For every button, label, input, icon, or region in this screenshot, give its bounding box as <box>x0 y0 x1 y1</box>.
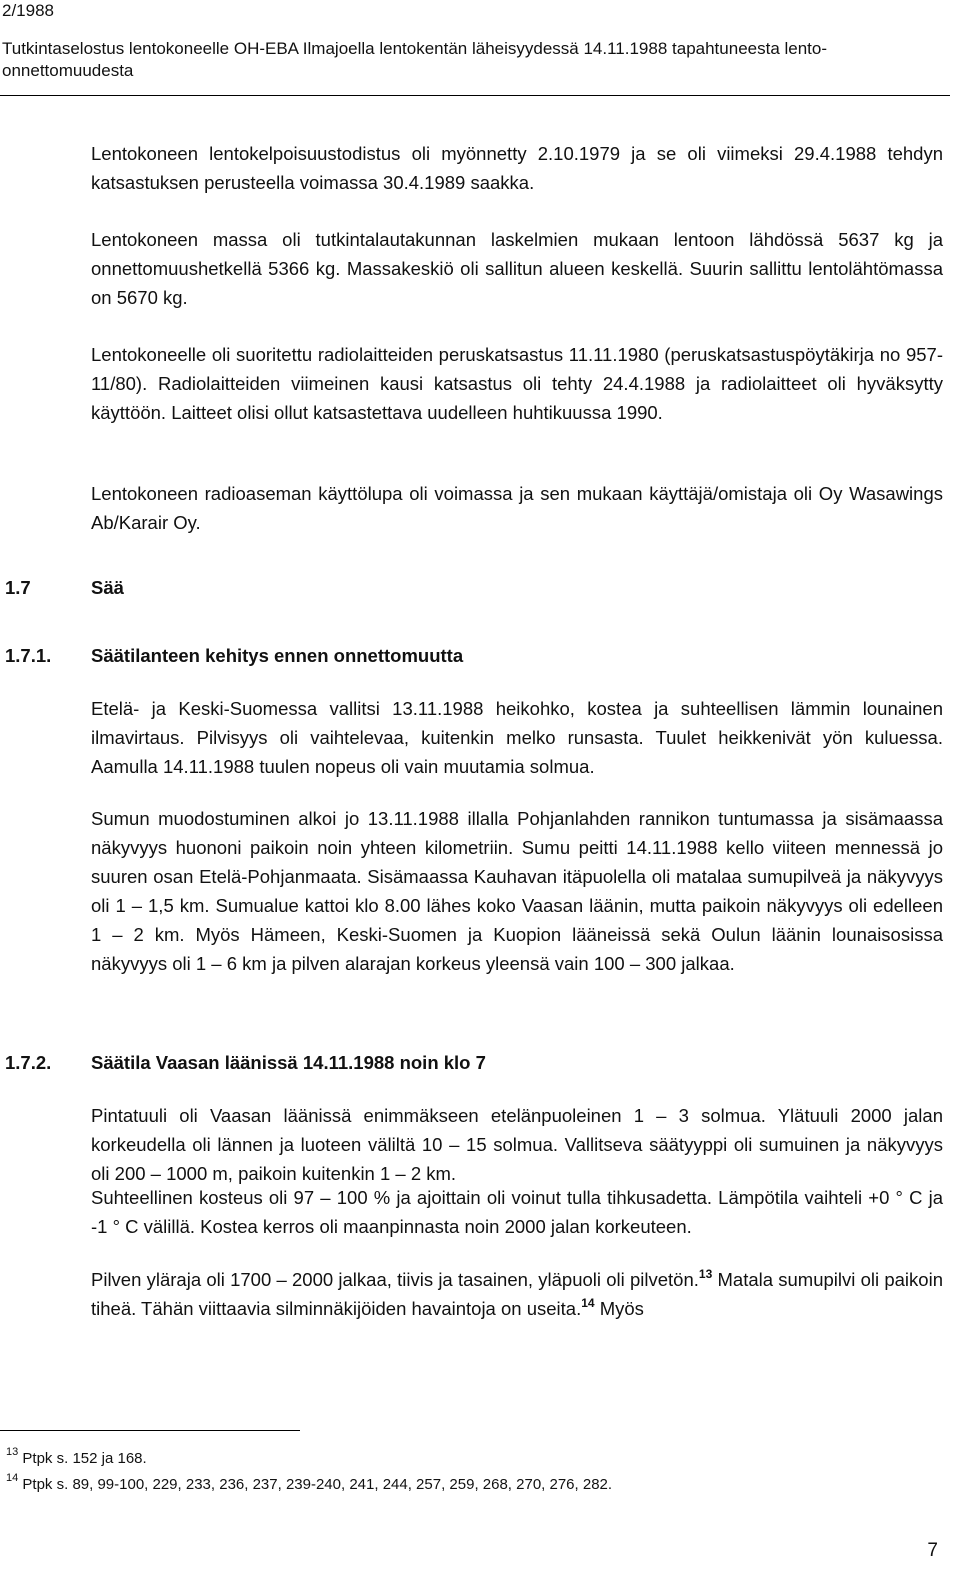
section-title: Sää <box>91 577 124 598</box>
paragraph-cloud-top <box>91 1265 943 1323</box>
paragraph-fog-formation: Sumun muodostuminen alkoi jo 13.11.1988 illalla Pohjanlahden rannikon tuntumassa ja sisämaassa näkyvyys huononi paikoin noin yhteen kilometriin. Sumu peitti 14.11.1988 kello viiteen mennessä jo suuren osan Etelä-Pohjanmaata. Sisämaassa Kauhavan itäpuolella oli matalaa sumupilveä ja näkyvyys oli 1 – 1,5 km. Sumualue kattoi klo 8.00 lähes koko Vaasan läänin, mutta paikoin näkyvyys oli edelleen 1 – 2 km. Myös Hämeen, Keski-Suomen ja Kuopion lääneissä sekä Oulun läänin lounaisosissa näkyvyys oli 1 – 6 km ja pilven alarajan korkeus yleensä vain 100 – 300 jalkaa. <box>91 808 943 974</box>
footnote-reference: 13 <box>698 1266 713 1281</box>
footnote-text: Ptpk s. 89, 99-100, 229, 233, 236, 237, 239-240, 241, 244, 257, 259, 268, 270, 276, 282. <box>22 1476 613 1493</box>
section-number: 1.7.1. <box>5 645 52 666</box>
footnote-marker: 13 <box>6 1446 19 1458</box>
section-number: 1.7.2. <box>5 1052 52 1073</box>
footnote-13 <box>6 1448 147 1470</box>
paragraph-airflow: Etelä- ja Keski-Suomessa vallitsi 13.11.1988 heikohko, kostea ja suhteellisen lämmin lounainen ilmavirtaus. Pilvisyys oli vaihtelevaa, kuitenkin melko runsasta. Tuulet heikkenivät yön kuluessa. Aamulla 14.11.1988 tuulen nopeus oli vain muutamia solmua. <box>91 698 943 777</box>
footnote-divider <box>0 1430 300 1431</box>
report-number: 2/1988 <box>2 1 54 20</box>
header-divider <box>0 95 950 96</box>
section-number: 1.7 <box>5 577 31 598</box>
paragraph-radio-inspection: Lentokoneelle oli suoritettu radiolaitteiden peruskatsastus 11.11.1980 (peruskatsastuspöytäkirja no 957-11/80). Radiolaitteiden viimeinen kausi katsastus oli tehty 24.4.1988 ja radiolaitteet oli hyväksytty käyttöön. Laitteet olisi ollut katsastettava uudelleen huhtikuussa 1990. <box>91 344 943 423</box>
running-header-title: Tutkintaselostus lentokoneelle OH-EBA Ilmajoella lentokentän läheisyydessä 14.11.1988 tapahtuneesta lento-onnettomuudesta <box>2 39 828 80</box>
paragraph-radio-license: Lentokoneen radioaseman käyttölupa oli voimassa ja sen mukaan käyttäjä/omistaja oli Oy Wasawings Ab/Karair Oy. <box>91 483 943 533</box>
paragraph-text: Pilven yläraja oli 1700 – 2000 jalkaa, tiivis ja tasainen, yläpuoli oli pilvetön. <box>91 1269 699 1290</box>
footnote-marker: 14 <box>6 1472 19 1484</box>
paragraph-humidity: Suhteellinen kosteus oli 97 – 100 % ja ajoittain oli voinut tulla tihkusadetta. Lämpötila vaihteli +0 ° C ja -1 ° C välillä. Kostea kerros oli maanpinnasta noin 2000 jalan korkeuteen. <box>91 1187 943 1237</box>
paragraph-text: Matala sumupilvi oli paikoin tiheä. Tähän viittaavia silminnäkijöiden havaintoja on useita. <box>91 1269 943 1319</box>
section-title: Säätila Vaasan läänissä 14.11.1988 noin klo 7 <box>91 1052 486 1073</box>
page-number: 7 <box>927 1540 938 1561</box>
footnote-14 <box>6 1474 612 1496</box>
paragraph-text: Myös <box>594 1298 644 1319</box>
paragraph-mass: Lentokoneen massa oli tutkintalautakunnan laskelmien mukaan lentoon lähdössä 5637 kg ja onnettomuushetkellä 5366 kg. Massakeskiö oli sallitun alueen keskellä. Suurin sallittu lentolähtömassa on 5670 kg. <box>91 229 943 308</box>
paragraph-surface-wind: Pintatuuli oli Vaasan läänissä enimmäkseen etelänpuoleinen 1 – 3 solmua. Ylätuuli 2000 jalan korkeudella oli lännen ja luoteen väliltä 10 – 15 solmua. Vallitseva säätyyppi oli sumuinen ja näkyvyys oli 200 – 1000 m, paikoin kuitenkin 1 – 2 km. <box>91 1105 943 1184</box>
paragraph-airworthiness: Lentokoneen lentokelpoisuustodistus oli myönnetty 2.10.1979 ja se oli viimeksi 29.4.1988 tehdyn katsastuksen perusteella voimassa 30.4.1989 saakka. <box>91 143 943 193</box>
section-title: Säätilanteen kehitys ennen onnettomuutta <box>91 645 464 666</box>
footnote-reference: 14 <box>581 1295 595 1310</box>
footnote-text: Ptpk s. 152 ja 168. <box>22 1450 147 1467</box>
